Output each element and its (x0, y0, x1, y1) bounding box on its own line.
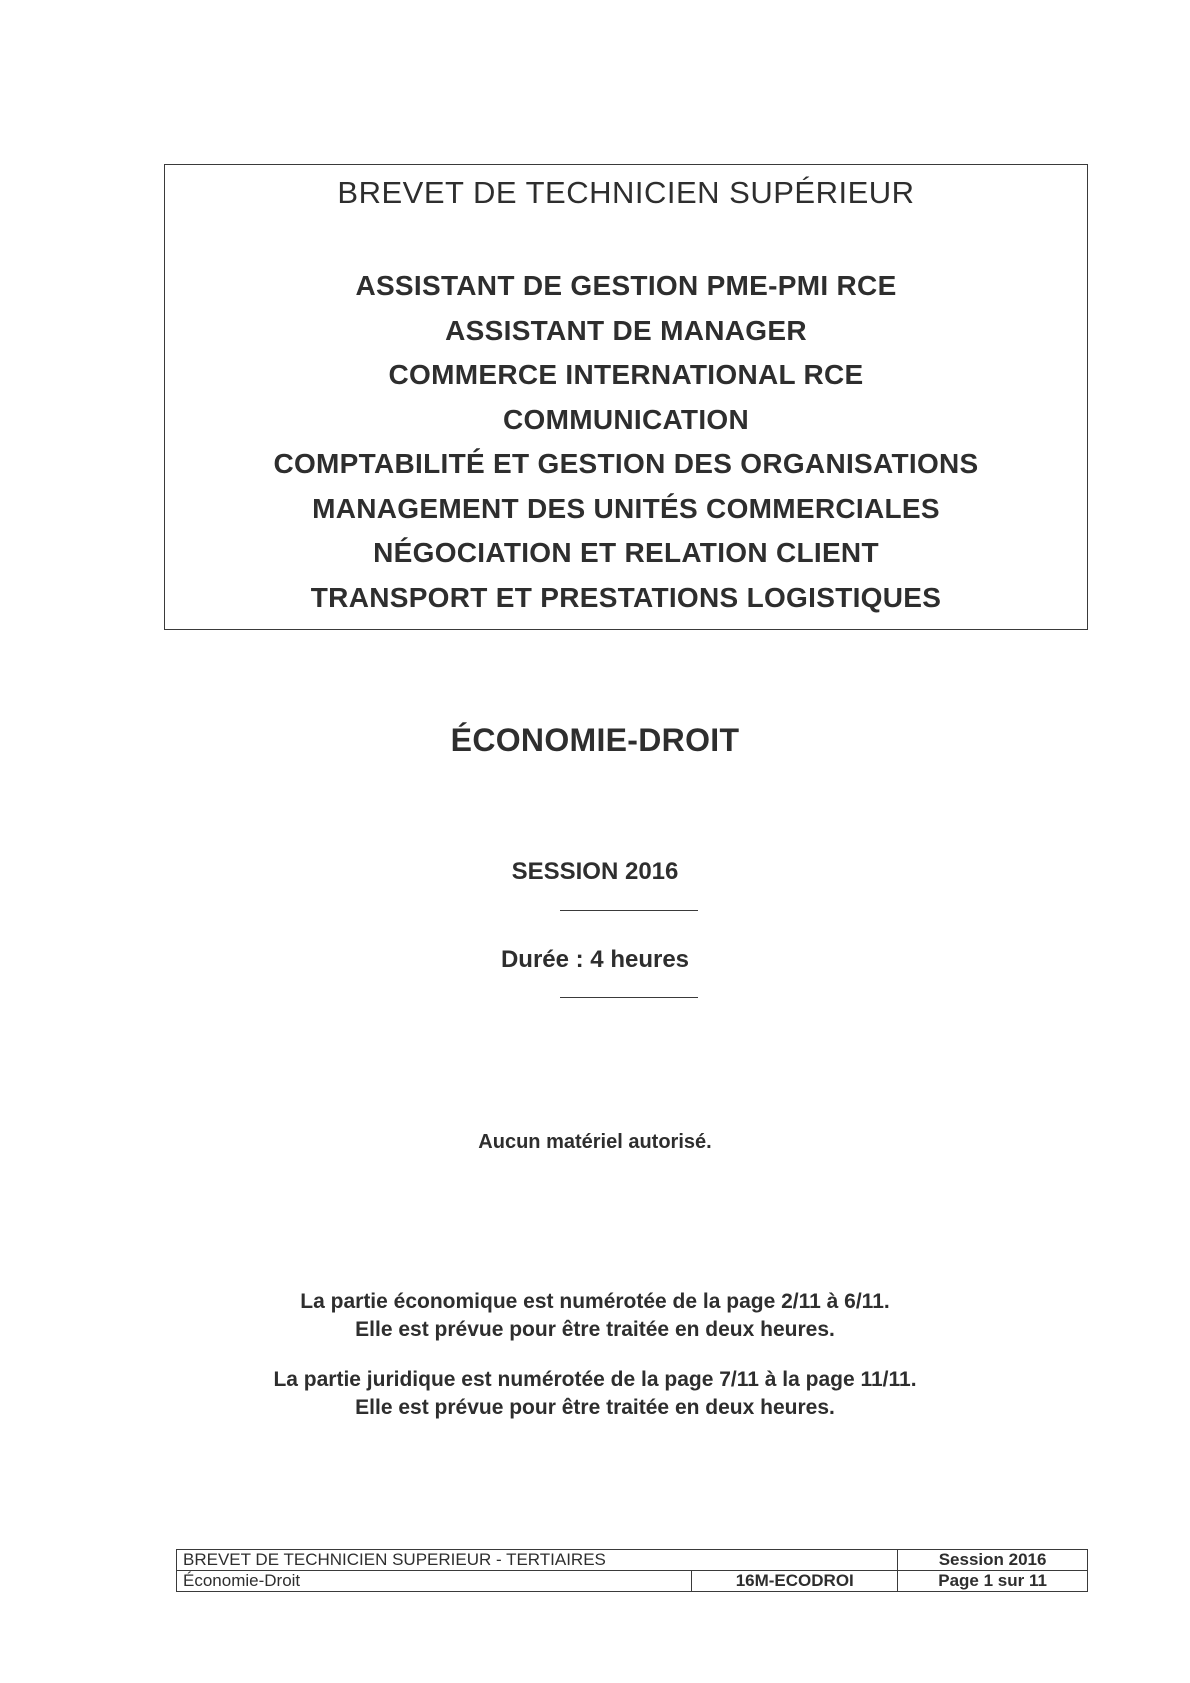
footer-table (176, 1549, 1088, 1592)
footer-row (177, 1571, 1088, 1592)
specialty-item: ASSISTANT DE GESTION PME-PMI RCE (355, 270, 897, 301)
specialty-item: ASSISTANT DE MANAGER (445, 314, 807, 346)
specialty-item: COMMUNICATION (502, 403, 749, 435)
subject-title: ÉCONOMIE-DROIT (450, 722, 740, 758)
footer-subject: Économie-Droit (177, 1571, 692, 1592)
footer-row (177, 1550, 1088, 1571)
instruction-line: Elle est prévue pour être traitée en deux heures. (355, 1318, 835, 1341)
specialty-item: TRANSPORT ET PRESTATIONS LOGISTIQUES (310, 581, 942, 613)
duration-label: Durée : 4 heures (500, 946, 690, 973)
specialty-list (165, 271, 1087, 627)
instructions (0, 1288, 1190, 1444)
specialty-item: NÉGOCIATION ET RELATION CLIENT (373, 537, 879, 568)
session-label: SESSION 2016 (511, 858, 679, 885)
header-box (164, 164, 1088, 630)
specialty-item: MANAGEMENT DES UNITÉS COMMERCIALES (312, 492, 940, 524)
specialty-item: COMMERCE INTERNATIONAL RCE (388, 359, 864, 390)
divider (560, 910, 698, 911)
material-notice: Aucun matériel autorisé. (478, 1131, 712, 1153)
instruction-line: La partie juridique est numérotée de la page 7/11 à la page 11/11. (273, 1368, 917, 1391)
economics-instructions (0, 1288, 1190, 1344)
footer-code: 16M-ECODROI (692, 1571, 898, 1592)
law-instructions (0, 1366, 1190, 1422)
footer-page-number: Page 1 sur 11 (898, 1571, 1088, 1592)
footer-session: Session 2016 (898, 1550, 1088, 1571)
instruction-line: La partie économique est numérotée de la page 2/11 à 6/11. (300, 1290, 890, 1313)
instruction-line: Elle est prévue pour être traitée en deux heures. (355, 1396, 835, 1419)
specialty-item: COMPTABILITÉ ET GESTION DES ORGANISATIONS (273, 448, 979, 479)
divider (560, 997, 698, 998)
diploma-title: BREVET DE TECHNICIEN SUPÉRIEUR (337, 175, 915, 210)
footer-diploma: BREVET DE TECHNICIEN SUPERIEUR - TERTIAIRES (177, 1550, 898, 1571)
